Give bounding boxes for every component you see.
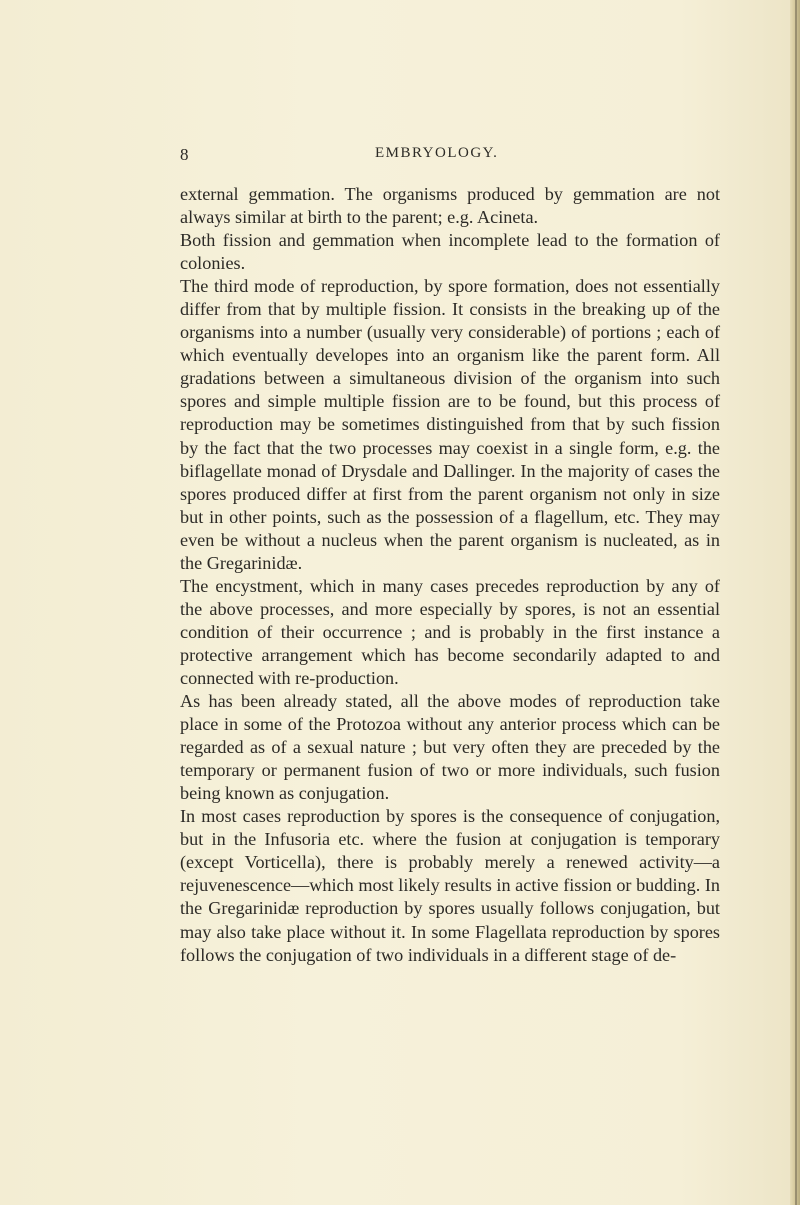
paragraph: As has been already stated, all the above modes of reproduction take place in some of the Protozoa without any anterior process which can be regarded as of a sexual nature ; but very often they are preceded by the temporary or permanent fusion of two or more individuals, such fusion being known as conjugation. xyxy=(180,691,720,804)
paragraph: Both fission and gemmation when incomplete lead to the formation of colonies. xyxy=(180,230,720,274)
paragraph: external gemmation. The organisms produced by gemmation are not always similar at birth to the parent; e.g. Acineta. xyxy=(180,184,720,228)
page-edge-line xyxy=(795,0,797,1205)
page-number: 8 xyxy=(180,145,190,164)
paragraph: The third mode of reproduction, by spore formation, does not essentially differ from that by multiple fission. It consists in the breaking up of the organisms into a number (usually very considerable) of portions ; each of which eventually developes into an organism like the parent form. All gradations between a simultaneous division of the organism into such spores and simple multiple fission are to be found, but this process of reproduction may be sometimes distinguished from that by such fission by the fact that the two processes may coexist in a single form, e.g. the biflagellate monad of Drysdale and Dallinger. In the majority of cases the spores produced differ at first from the parent organism not only in size but in other points, such as the possession of a flagellum, etc. They may even be without a nucleus when the parent organism is nucleated, as in the Gregarinidæ. xyxy=(180,276,720,573)
body-text xyxy=(180,183,720,967)
paragraph: The encystment, which in many cases precedes reproduction by any of the above processes, and more especially by spores, is not an essential condition of their occurrence ; and is probably in the first instance a protective arrangement which has become secondarily adapted to and connected with re-production. xyxy=(180,575,720,688)
paragraph: In most cases reproduction by spores is the consequence of conjugation, but in the Infusoria etc. where the fusion at conjugation is temporary (except Vorticella), there is probably merely a renewed activity—a rejuvenescence—which most likely results in active fission or budding. In the Gregarinidæ reproduction by spores usually follows conjugation, but may also take place without it. In some Flagellata reproduction by spores follows the conjugation of two individuals in a different stage of de- xyxy=(180,806,720,965)
page-header xyxy=(180,145,800,169)
running-title: EMBRYOLOGY. xyxy=(375,145,499,161)
